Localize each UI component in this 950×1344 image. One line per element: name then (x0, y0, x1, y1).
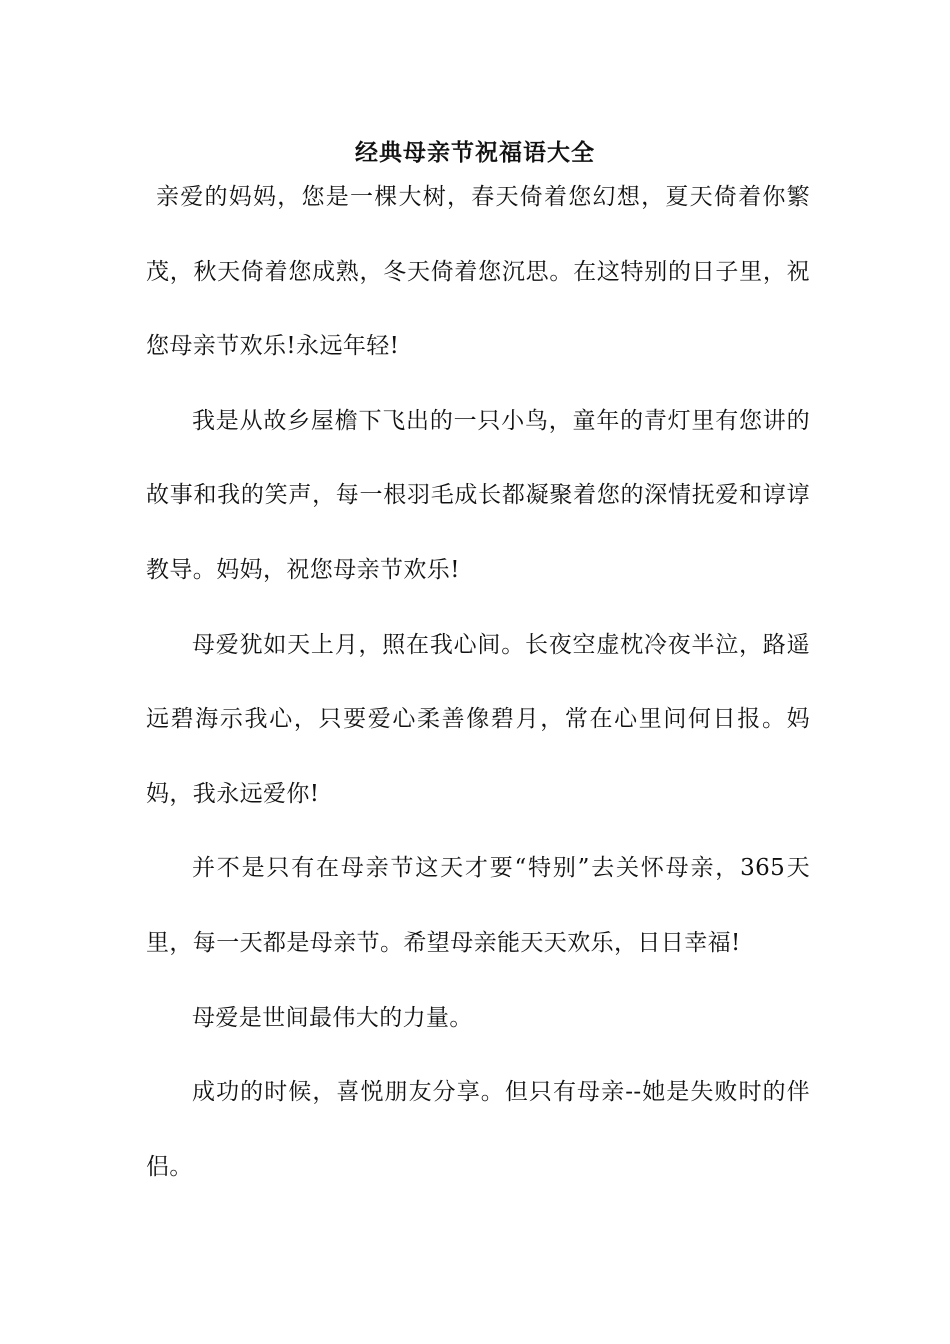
paragraph-6: 成功的时候，喜悦朋友分享。但只有母亲--她是失败时的伴侣。 (146, 1079, 810, 1180)
paragraph-3: 母爱犹如天上月，照在我心间。长夜空虚枕冷夜半泣，路遥远碧海示我心，只要爱心柔善像碧月，常在心里问何日报。妈妈，我永远爱你! (146, 631, 810, 807)
paragraph-1: 亲爱的妈妈，您是一棵大树，春天倚着您幻想，夏天倚着你繁茂，秋天倚着您成熟，冬天倚着您沉思。在这特别的日子里，祝您母亲节欢乐!永远年轻! (146, 184, 810, 360)
document-body (146, 180, 810, 1204)
paragraph-4: 并不是只有在母亲节这天才要“特别”去关怀母亲，365天里，每一天都是母亲节。希望母亲能天天欢乐，日日幸福! (146, 855, 810, 956)
document-title: 经典母亲节祝福语大全 (355, 139, 595, 166)
paragraph-2: 我是从故乡屋檐下飞出的一只小鸟，童年的青灯里有您讲的故事和我的笑声，每一根羽毛成长都凝聚着您的深情抚爱和谆谆教导。妈妈，祝您母亲节欢乐! (146, 407, 810, 583)
paragraph-5: 母爱是世间最伟大的力量。 (192, 1004, 473, 1031)
